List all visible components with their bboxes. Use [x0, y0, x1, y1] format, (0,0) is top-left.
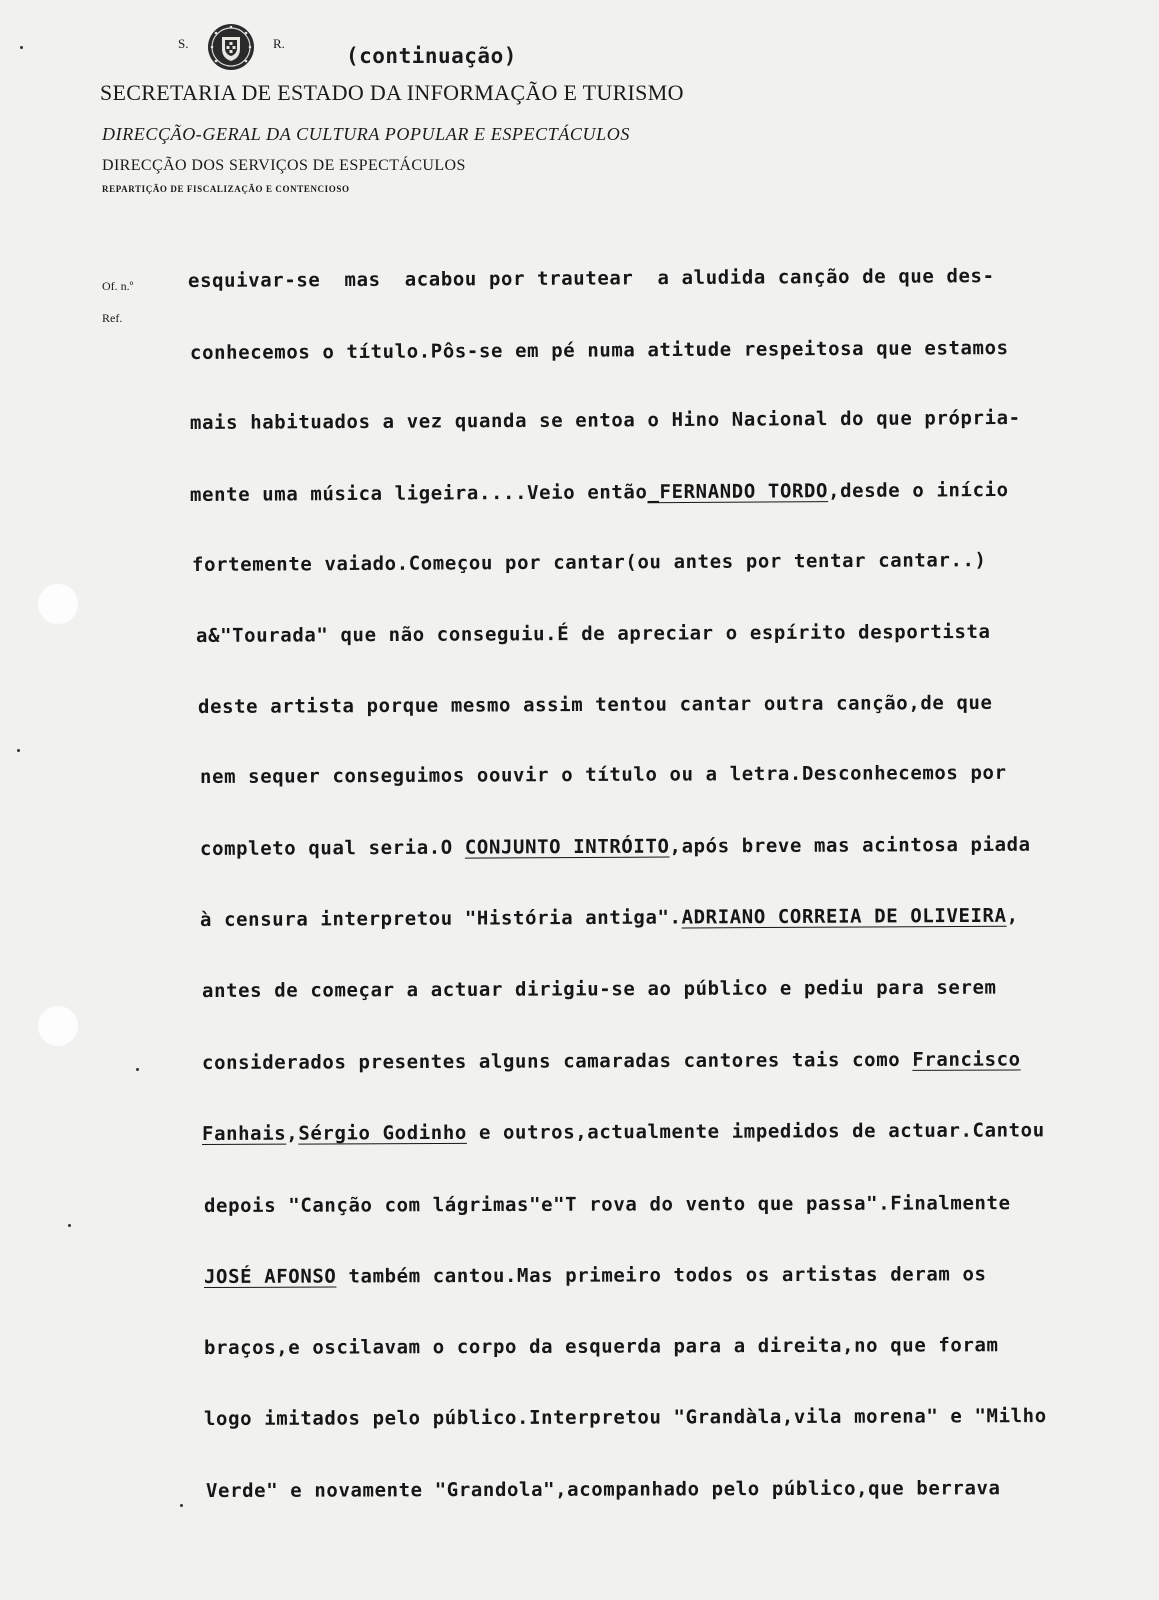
line-text: fortemente vaiado.Começou por cantar(ou antes por tentar cantar..): [191, 549, 987, 576]
typed-line: [196, 621, 991, 647]
typed-line: [198, 692, 993, 718]
line-text: completo qual seria.O: [199, 836, 465, 860]
underlined-name: Francisco: [912, 1048, 1021, 1071]
typed-line: [200, 834, 1031, 860]
typed-line: [190, 337, 1009, 364]
typed-line: [192, 549, 987, 576]
punch-hole-bottom: [38, 1006, 78, 1046]
office-number-label: Of. n.º: [102, 279, 134, 293]
typed-line: [188, 265, 995, 292]
letterhead-department: REPARTIÇÃO DE FISCALIZAÇÃO E CONTENCIOSO: [102, 184, 350, 194]
line-text: ,após breve mas acintosa piada: [669, 833, 1031, 858]
letterhead-services: DIRECÇÃO DOS SERVIÇOS DE ESPECTÁCULOS: [102, 157, 466, 174]
line-text: mente uma música ligeira....Veio então: [189, 481, 648, 506]
seal-right-letter: R.: [273, 36, 285, 51]
line-text: Verde" e novamente "Grandola",acompanhado pelo público,que berrava: [205, 1477, 1001, 1502]
line-text: a&"Tourada" que não conseguiu.É de apreciar o espírito desportista: [195, 620, 991, 647]
paper-speck: [180, 1504, 183, 1507]
paper-speck: [20, 46, 23, 49]
paper-speck: [136, 1068, 139, 1071]
line-text: antes de começar a actuar dirigiu-se ao público e pediu para serem: [201, 976, 997, 1002]
underlined-name: CONJUNTO INTRÓITO: [464, 835, 670, 859]
line-text: ,: [286, 1122, 299, 1145]
typed-line: [204, 1263, 987, 1288]
typed-line: [190, 407, 1021, 434]
line-text: ,: [1006, 904, 1019, 927]
line-text: à censura interpretou "História antiga".: [199, 906, 682, 931]
line-text: e outros,actualmente impedidos de actuar.Cantou: [466, 1119, 1045, 1144]
line-text: logo imitados pelo público.Interpretou "Grandàla,vila morena" e "Milho: [203, 1405, 1047, 1430]
paper-speck: [17, 749, 20, 752]
typed-line: [200, 762, 1007, 788]
underlined-name: _FERNANDO TORDO: [647, 480, 829, 504]
typed-line: [190, 479, 1009, 506]
line-text: braços,e oscilavam o corpo da esquerda para a direita,no que foram: [203, 1334, 999, 1359]
line-text: ,desde o início: [827, 478, 1009, 503]
line-text: esquivar-se mas acabou por trautear a aludida canção de que des-: [187, 265, 995, 292]
continuation-note: (continuação): [346, 44, 517, 68]
underlined-name: JOSÉ AFONSO: [203, 1265, 337, 1288]
letterhead-directorate: DIRECÇÃO-GERAL DA CULTURA POPULAR E ESPECTÁCULOS: [102, 124, 630, 144]
punch-hole-top: [38, 584, 78, 624]
typed-line: [206, 1477, 1001, 1502]
line-text: considerados presentes alguns camaradas cantores tais como: [201, 1048, 913, 1074]
line-text: depois "Canção com lágrimas"e"T rova do vento que passa".Finalmente: [203, 1192, 1011, 1217]
typed-line: [204, 1192, 1011, 1217]
typed-line: [200, 905, 1019, 931]
paper-speck: [68, 1224, 71, 1227]
line-text: também cantou.Mas primeiro todos os artistas deram os: [336, 1263, 987, 1288]
typed-line: [202, 1119, 1045, 1145]
underlined-name: ADRIANO CORREIA DE OLIVEIRA: [681, 904, 1007, 929]
line-text: conhecemos o título.Pôs-se em pé numa atitude respeitosa que estamos: [189, 336, 1009, 364]
typed-line: [202, 1048, 1021, 1074]
line-text: deste artista porque mesmo assim tentou cantar outra canção,de que: [197, 691, 993, 718]
underlined-name: Sérgio Godinho: [298, 1121, 467, 1145]
typed-line: [204, 1334, 999, 1359]
typed-line: [202, 977, 997, 1002]
reference-label: Ref.: [102, 311, 123, 325]
underlined-name: Fanhais: [201, 1122, 287, 1145]
typed-line: [204, 1405, 1047, 1430]
line-text: mais habituados a vez quanda se entoa o Hino Nacional do que própria-: [189, 406, 1021, 434]
line-text: nem sequer conseguimos oouvir o título ou a letra.Desconhecemos por: [199, 761, 1007, 788]
seal-left-letter: S.: [178, 36, 189, 51]
letterhead-ministry: SECRETARIA DE ESTADO DA INFORMAÇÃO E TURISMO: [100, 80, 684, 105]
